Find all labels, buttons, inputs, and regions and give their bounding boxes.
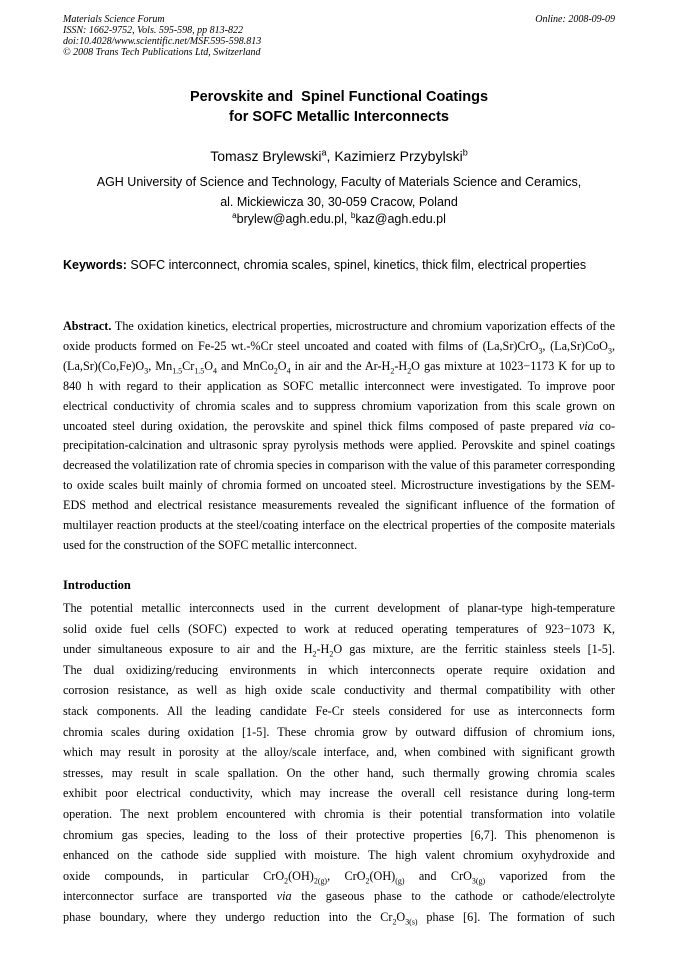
online-date: Online: 2008-09-09 — [535, 14, 615, 25]
subscript: 3 — [144, 366, 149, 376]
text-line: stresses, may result in scale spallation. On the other hand, such thermally growing chromia scales — [63, 765, 615, 780]
doi-line: doi:10.4028/www.scientific.net/MSF.595-598.813 — [63, 36, 262, 47]
text-span: oxide compounds, in particular CrO — [63, 868, 285, 883]
text-span: , CrO — [327, 868, 366, 883]
email-superscript: a — [232, 210, 237, 220]
text-line: which may result in porosity at the alloy/scale interface, and, when combined with significant growth — [63, 745, 615, 760]
text-span: and CrO — [404, 868, 472, 883]
subscript: 1.5 — [172, 366, 183, 376]
author-line — [0, 147, 678, 165]
journal-header — [63, 14, 615, 58]
text-span: under simultaneous exposure to air and the H — [63, 642, 313, 657]
email-line — [0, 210, 678, 228]
text-span: (OH) — [369, 868, 396, 883]
text-span: solid oxide fuel cells (SOFC) expected to work at reduced operating temperatures of 923 — [63, 621, 564, 636]
abstract-text: Cr — [182, 358, 195, 373]
email-address: brylew@agh.edu.pl — [236, 212, 344, 226]
subscript: 3(s) — [405, 917, 418, 927]
abstract-text: − — [523, 358, 531, 373]
author-superscript: b — [462, 147, 468, 158]
author-superscript: a — [321, 147, 327, 158]
subscript: 2 — [390, 366, 395, 376]
text-span: 1073 K, — [570, 621, 615, 636]
text-line: chromia scales during oxidation [1-5]. These chromia grow by outward diffusion of chromium ions, — [63, 724, 615, 739]
author-name: Kazimierz Przybylski — [334, 148, 463, 164]
text-line: stack components. All the leading candidate Fe-Cr steels considered for use as interconnects form — [63, 703, 615, 718]
subscript: 2 — [329, 649, 334, 659]
text-span: phase [6]. The formation of such — [417, 909, 615, 924]
abstract-paragraph — [63, 317, 615, 556]
text-span: (OH) — [288, 868, 314, 883]
text-line — [63, 619, 615, 640]
subscript: 2 — [365, 876, 370, 886]
title-line-1: Perovskite and Spinel Functional Coatings — [189, 89, 489, 105]
author-separator: , — [326, 148, 335, 164]
text-line: chromium gas species, leading to the loss of their protective properties [6,7]. This phenomenon is — [63, 827, 615, 842]
text-span: O gas mixture, are the ferritic stainless steels [1-5]. — [333, 642, 615, 657]
text-line — [63, 866, 615, 887]
affiliation-line-2: al. Mickiewicza 30, 30-059 Cracow, Poland — [220, 195, 458, 209]
subscript: 2 — [284, 876, 289, 886]
title-line-2: for SOFC Metallic Interconnects — [229, 109, 449, 125]
subscript: 2 — [273, 366, 278, 376]
italic-term: via — [578, 418, 594, 433]
subscript: 3 — [608, 346, 612, 356]
subscript: 1.5 — [194, 366, 205, 376]
introduction-paragraph — [63, 598, 615, 928]
text-line: The dual oxidizing/reducing environments in which interconnects operate require oxidation and — [63, 662, 615, 677]
subscript: 2 — [392, 917, 397, 927]
abstract-text: in air and the Ar-H — [290, 358, 391, 373]
subscript: (g) — [395, 876, 405, 886]
text-span: interconnector surface are transported — [63, 889, 277, 904]
text-span: -H — [316, 642, 330, 657]
paper-title — [0, 87, 678, 127]
abstract-text: , (La,Sr)CoO — [542, 338, 608, 353]
abstract-text: , (La,Sr)(Co,Fe)O — [63, 338, 616, 373]
email-separator: , — [343, 212, 351, 226]
keywords-label: Keywords: — [63, 258, 127, 272]
text-span: vaporized from the — [485, 868, 615, 883]
text-span: the gaseous phase to the cathode or cathode/electrolyte — [291, 889, 615, 904]
abstract-text: -H — [394, 358, 408, 373]
italic-term: via — [276, 889, 292, 904]
abstract-text: co-precipitation-calcination and ultrasonic spray pyrolysis methods were applied. Perovskite and spinel coatings decreased the volatilization rate of chromia species in comparison with the value of this parameter corresponding to oxide scales built mainly of chromia formed on uncoated steel. Microstructure investigations by the SEM-EDS method and electrical resistance measurements revealed the significant influence of the formation of multilayer reaction products at the steel/coating interface on the electrical properties of the composite materials used for the construction of the SOFC metallic interconnect. — [63, 418, 615, 552]
subscript: 2 — [312, 649, 317, 659]
affiliation — [0, 172, 678, 212]
text-line: corrosion resistance, as well as high oxide scale conductivity and thermal compatibility with other — [63, 683, 615, 698]
issn-line: ISSN: 1662-9752, Vols. 595-598, pp 813-822 — [63, 25, 243, 36]
subscript: 2 — [407, 366, 412, 376]
keywords-text: SOFC interconnect, chromia scales, spinel, kinetics, thick film, electrical properties — [126, 258, 587, 272]
affiliation-line-1: AGH University of Science and Technology, Faculty of Materials Science and Ceramics, — [96, 175, 582, 189]
author-name: Tomasz Brylewski — [210, 148, 322, 164]
section-heading-introduction: Introduction — [63, 578, 131, 592]
text-line — [63, 907, 615, 928]
text-span: O — [396, 909, 406, 924]
text-line: exhibit poor electrical conductivity, which may increase the overall cell resistance during long-term — [63, 786, 615, 801]
subscript: 3(g) — [471, 876, 486, 886]
text-line — [63, 639, 615, 660]
abstract-text: O gas mixture at 1023 — [411, 358, 524, 373]
subscript: 4 — [213, 366, 217, 376]
abstract-text: The oxidation kinetics, electrical properties, microstructure and chromium vaporization effects of the oxide products formed on Fe-25 wt.-%Cr steel uncoated and coated with films of (La,Sr)CrO — [63, 319, 615, 353]
abstract-text: O — [277, 358, 287, 373]
abstract-text: O — [204, 358, 214, 373]
text-line: operation. The next problem encountered with chromia is their potential transformation into volatile — [63, 806, 615, 821]
text-line: The potential metallic interconnects used in the current development of planar-type high-temperature — [63, 601, 615, 615]
abstract-label: Abstract. — [63, 319, 112, 333]
text-span: phase boundary, where they undergo reduction into the Cr — [63, 909, 393, 924]
copyright-line: © 2008 Trans Tech Publications Ltd, Switzerland — [63, 47, 261, 58]
journal-name: Materials Science Forum — [63, 14, 165, 25]
text-line: enhanced on the cathode side supplied with moisture. The high valent chromium oxyhydroxide and — [63, 848, 615, 863]
subscript: 3 — [538, 346, 543, 356]
abstract-text: and MnCo — [217, 358, 274, 373]
email-superscript: b — [350, 210, 356, 220]
text-span: − — [563, 621, 571, 636]
abstract-text: , Mn — [148, 358, 173, 373]
subscript: 4 — [286, 366, 291, 376]
keywords-paragraph — [63, 256, 615, 275]
abstract-text: 1173 K for up to 840 h with regard to their application as SOFC metallic interconnect were investigated. To improve poor electrical conductivity of chromia scales and to suppress chromium vaporization from this scale grown on uncoated steel during oxidation, the perovskite and spinel thick films composed of paste prepared — [63, 358, 616, 433]
text-line — [63, 886, 615, 907]
subscript: 2(g) — [313, 876, 328, 886]
email-address: kaz@agh.edu.pl — [355, 212, 446, 226]
